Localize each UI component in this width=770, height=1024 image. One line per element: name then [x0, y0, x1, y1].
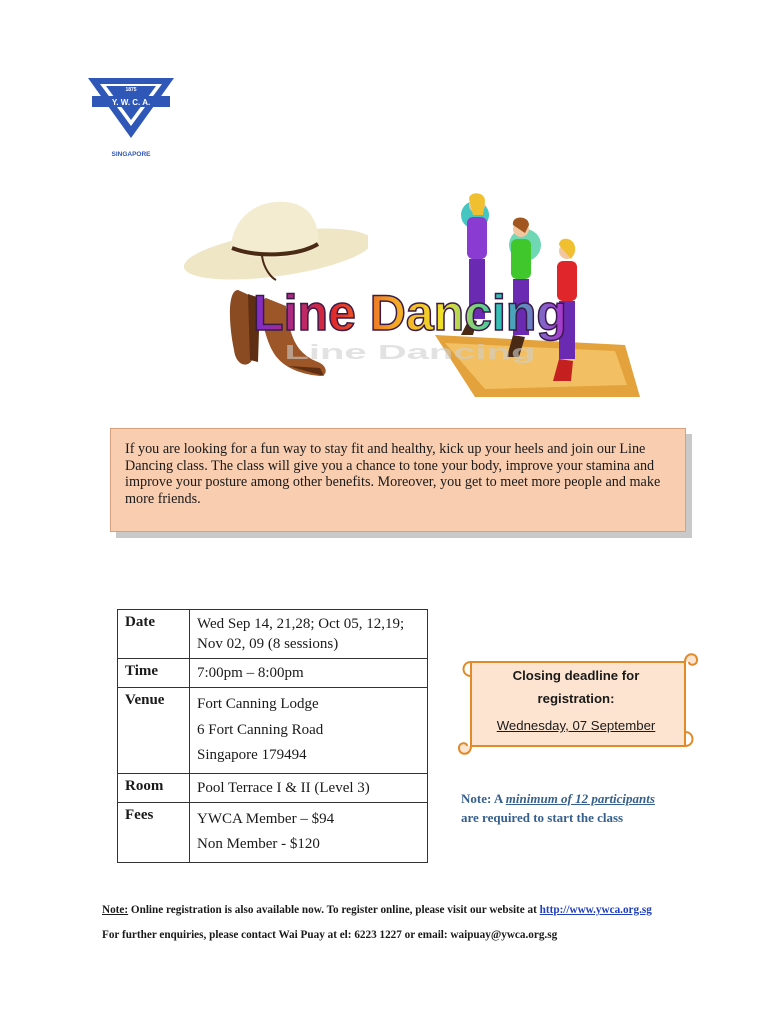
- venue-label: Venue: [118, 688, 190, 774]
- fees-label: Fees: [118, 802, 190, 862]
- website-link[interactable]: http://www.ywca.org.sg: [539, 904, 652, 916]
- title-reflection: Line Dancing: [284, 340, 536, 364]
- note-label: Note:: [102, 904, 129, 916]
- table-row-date: [118, 610, 428, 659]
- deadline-date: Wednesday, 07 September: [496, 718, 656, 733]
- intro-text: If you are looking for a fun way to stay fit and healthy, kick up your heels and join our Line Dancing class. The class will give you a chance to tone your body, improve your stamina and improve your posture among other benefits. Moreover, you get to meet more people and make more friends.: [125, 441, 661, 507]
- deadline-heading: Closing deadline for: [512, 668, 640, 683]
- venue-line: Singapore 179494: [197, 747, 307, 763]
- logo-name: Y. W. C. A.: [111, 98, 151, 107]
- logo-year: 1875: [125, 87, 137, 93]
- table-row-room: [118, 773, 428, 802]
- table-row-time: [118, 659, 428, 688]
- date-value: [190, 610, 428, 659]
- venue-line: Fort Canning Lodge: [197, 696, 319, 712]
- fees-line: Non Member - $120: [197, 836, 320, 852]
- fees-value: [190, 802, 428, 862]
- line-dancing-title: [190, 270, 630, 370]
- logo-location: SINGAPORE: [111, 151, 151, 158]
- deadline-text: [478, 664, 674, 738]
- time-value: 7:00pm – 8:00pm: [190, 659, 428, 688]
- participants-emphasis: minimum of 12 participants: [505, 791, 655, 806]
- table-row-venue: [118, 688, 428, 774]
- venue-value: [190, 688, 428, 774]
- enquiries-note: For further enquiries, please contact Wai Puay at el: 6223 1227 or email: waipuay@ywca.org.sg: [102, 929, 558, 941]
- class-details-table: [117, 609, 428, 863]
- title-text: Line Dancing: [253, 285, 567, 341]
- table-row-fees: [118, 802, 428, 862]
- deadline-heading: registration:: [537, 691, 615, 706]
- date-line: Wed Sep 14, 21,28; Oct 05, 12,19;: [197, 616, 405, 632]
- participants-note: Note: A minimum of 12 participants are required to start the class: [461, 791, 655, 825]
- online-registration-note: [102, 904, 652, 916]
- ywca-logo: [86, 76, 176, 168]
- date-line: Nov 02, 09 (8 sessions): [197, 636, 339, 652]
- intro-box: [110, 428, 686, 532]
- room-label: Room: [118, 773, 190, 802]
- registration-text: Online registration is also available now. To register online, please visit our website at: [130, 904, 537, 916]
- time-label: Time: [118, 659, 190, 688]
- room-value: Pool Terrace I & II (Level 3): [190, 773, 428, 802]
- venue-line: 6 Fort Canning Road: [197, 721, 324, 738]
- fees-line: YWCA Member – $94: [197, 810, 335, 827]
- date-label: Date: [118, 610, 190, 659]
